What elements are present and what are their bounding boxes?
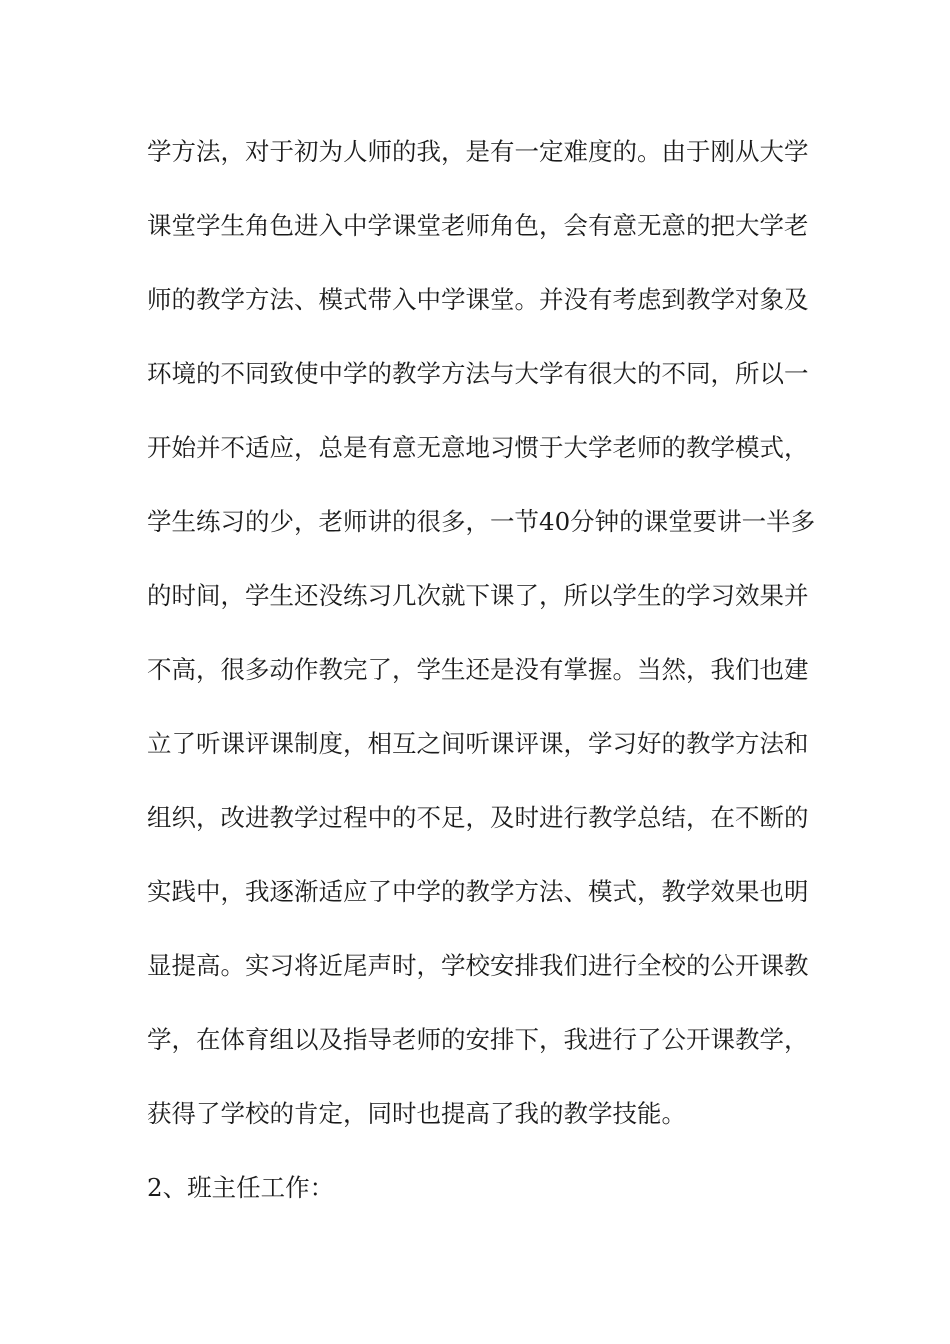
paragraph-line: 组织，改进教学过程中的不足，及时进行教学总结，在不断的 — [147, 803, 809, 832]
paragraph-line: 的时间，学生还没练习几次就下课了，所以学生的学习效果并 — [147, 581, 809, 610]
paragraph-line: 开始并不适应，总是有意无意地习惯于大学老师的教学模式， — [147, 433, 809, 462]
section-heading: 2、班主任工作： — [147, 1173, 335, 1202]
paragraph-line: 师的教学方法、模式带入中学课堂。并没有考虑到教学对象及 — [147, 285, 809, 314]
paragraph-line: 立了听课评课制度，相互之间听课评课，学习好的教学方法和 — [147, 729, 809, 758]
paragraph-line: 环境的不同致使中学的教学方法与大学有很大的不同，所以一 — [147, 359, 809, 388]
paragraph-line: 实践中，我逐渐适应了中学的教学方法、模式，教学效果也明 — [147, 877, 809, 906]
paragraph-line: 学方法，对于初为人师的我，是有一定难度的。由于刚从大学 — [147, 137, 809, 166]
paragraph-line: 学，在体育组以及指导老师的安排下，我进行了公开课教学， — [147, 1025, 809, 1054]
paragraph-line: 学生练习的少，老师讲的很多，一节40分钟的课堂要讲一半多 — [147, 507, 816, 536]
paragraph-line: 显提高。实习将近尾声时，学校安排我们进行全校的公开课教 — [147, 951, 809, 980]
paragraph-line: 不高，很多动作教完了，学生还是没有掌握。当然，我们也建 — [147, 655, 809, 684]
paragraph-line: 获得了学校的肯定，同时也提高了我的教学技能。 — [147, 1099, 686, 1128]
paragraph-line: 课堂学生角色进入中学课堂老师角色，会有意无意的把大学老 — [147, 211, 809, 240]
